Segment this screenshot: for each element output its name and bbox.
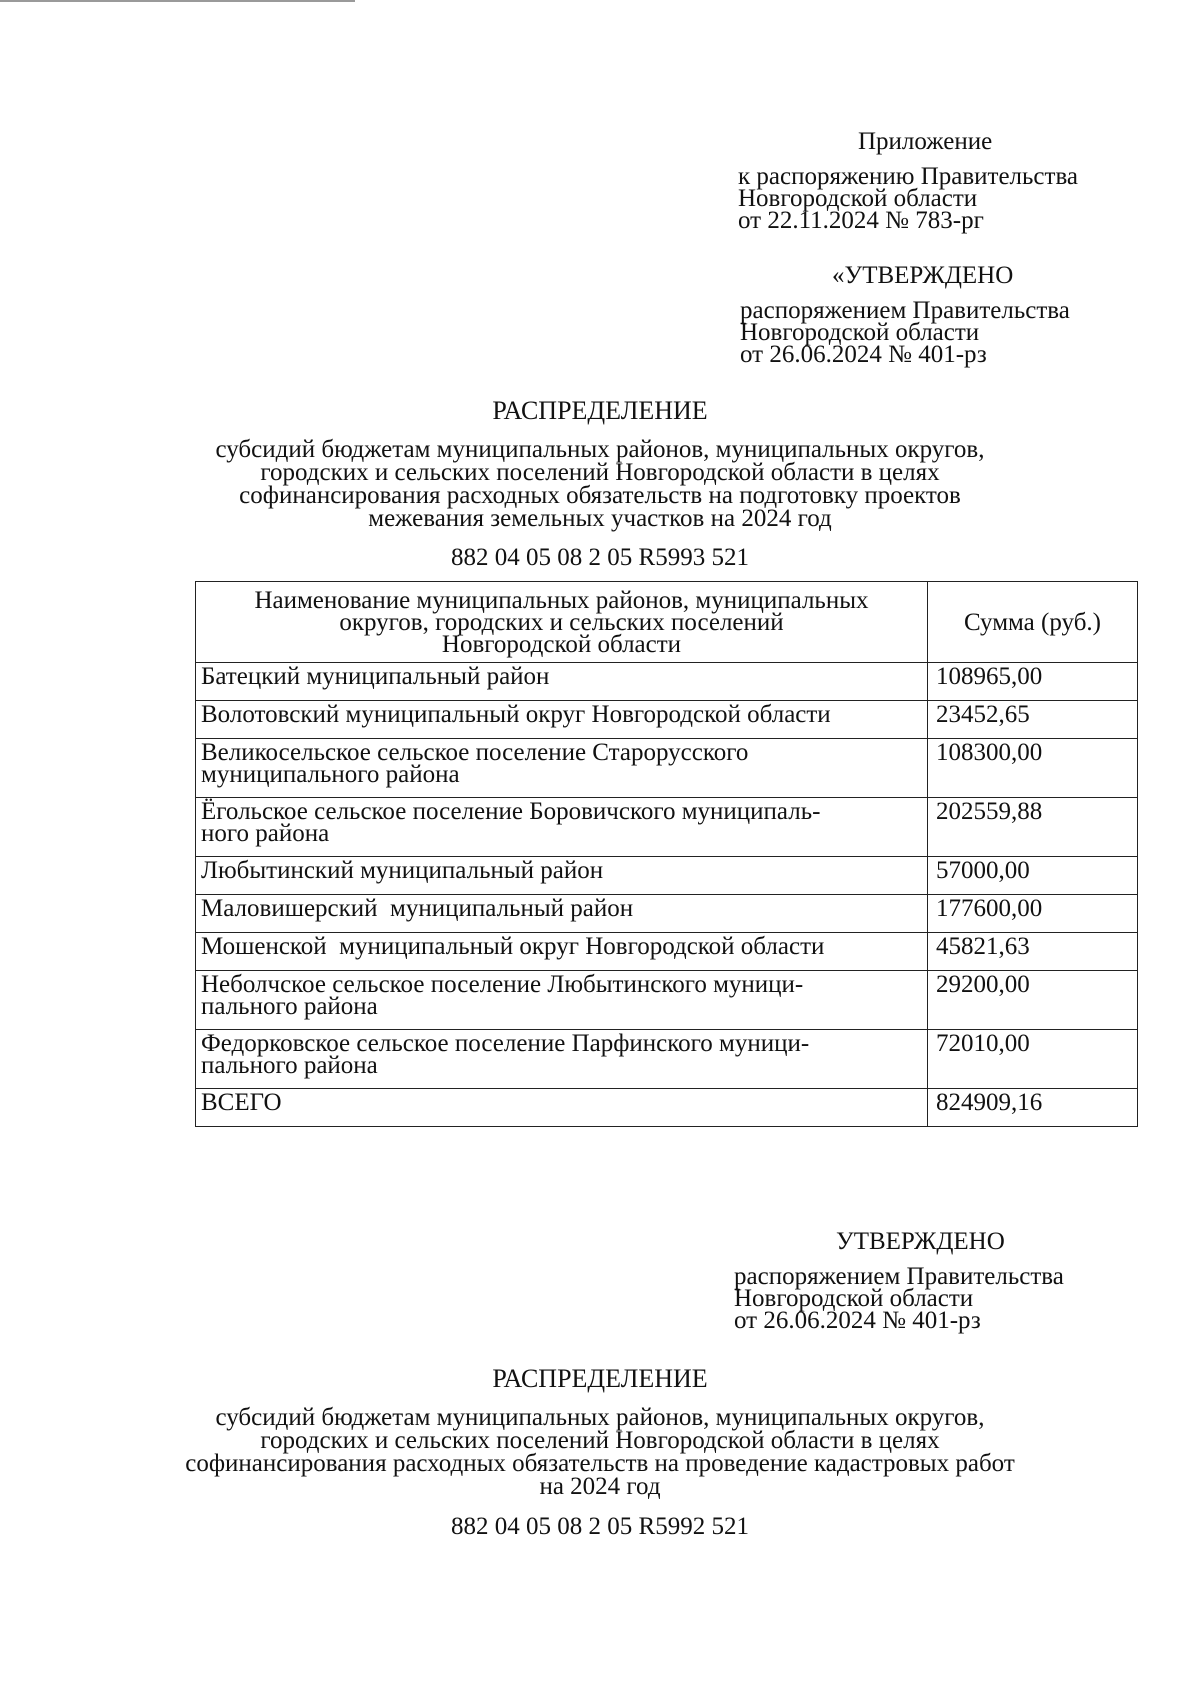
subtitle-line: на 2024 год xyxy=(539,1473,661,1500)
approval-block-1 xyxy=(740,262,1070,366)
table-row xyxy=(196,663,1138,701)
row-name-line: ВСЕГО xyxy=(201,1089,282,1116)
approval-heading: «УТВЕРЖДЕНО xyxy=(832,262,1014,289)
header-name-cell xyxy=(196,582,928,663)
subtitle-line: субсидий бюджетам муниципальных районов, муниципальных округов, xyxy=(215,436,985,463)
subtitle-line: межевания земельных участков на 2024 год xyxy=(368,505,832,532)
row-name-cell xyxy=(196,857,928,895)
row-name-cell xyxy=(196,739,928,798)
row-sum-cell: 57000,00 xyxy=(927,857,1137,895)
header-name-line: округов, городских и сельских поселений xyxy=(339,609,784,636)
row-name-line: Мошенской муниципальный округ Новгородской области xyxy=(201,933,825,960)
row-name-cell xyxy=(196,895,928,933)
approval-block-2 xyxy=(734,1228,1064,1332)
section1-subtitle xyxy=(0,438,1200,530)
row-name-cell xyxy=(196,798,928,857)
approval-heading: УТВЕРЖДЕНО xyxy=(836,1228,1005,1255)
table-header-row xyxy=(196,582,1138,663)
approval-line: Новгородской области xyxy=(734,1285,974,1312)
header-sum-cell: Сумма (руб.) xyxy=(927,582,1137,663)
section2-budget-code: 882 04 05 08 2 05 R5992 521 xyxy=(451,1513,749,1540)
row-sum-cell: 824909,16 xyxy=(927,1089,1137,1127)
section1-title: РАСПРЕДЕЛЕНИЕ xyxy=(492,396,708,425)
row-name-cell xyxy=(196,701,928,739)
approval-line: распоряжением Правительства xyxy=(740,297,1070,324)
table-row xyxy=(196,798,1138,857)
scan-edge-mark xyxy=(0,0,355,2)
row-name-line: Федорковское сельское поселение Парфинского муници- xyxy=(201,1030,810,1057)
row-sum-cell: 29200,00 xyxy=(927,971,1137,1030)
row-sum-cell: 23452,65 xyxy=(927,701,1137,739)
table-row xyxy=(196,895,1138,933)
row-name-line: Волотовский муниципальный округ Новгородской области xyxy=(201,701,831,728)
row-name-line: муниципального района xyxy=(201,761,460,788)
approval-line: от 26.06.2024 № 401-рз xyxy=(734,1307,981,1334)
row-sum-cell: 108965,00 xyxy=(927,663,1137,701)
appendix-line: от 22.11.2024 № 783-рг xyxy=(738,207,984,234)
row-sum-cell: 72010,00 xyxy=(927,1030,1137,1089)
row-name-cell xyxy=(196,933,928,971)
row-name-line: ного района xyxy=(201,820,330,847)
row-name-line: Неболчское сельское поселение Любытинского муници- xyxy=(201,971,804,998)
subtitle-line: софинансирования расходных обязательств на проведение кадастровых работ xyxy=(185,1450,1015,1477)
section2-title: РАСПРЕДЕЛЕНИЕ xyxy=(492,1364,708,1393)
row-name-line: Любытинский муниципальный район xyxy=(201,857,604,884)
header-name-line: Новгородской области xyxy=(441,631,682,658)
row-sum-cell: 45821,63 xyxy=(927,933,1137,971)
row-name-cell xyxy=(196,663,928,701)
row-name-line: пального района xyxy=(201,993,378,1020)
section2-subtitle xyxy=(0,1406,1200,1498)
appendix-line: к распоряжению Правительства xyxy=(738,163,1079,190)
row-name-cell xyxy=(196,1030,928,1089)
row-name-cell xyxy=(196,971,928,1030)
section1-budget-code: 882 04 05 08 2 05 R5993 521 xyxy=(451,544,749,571)
appendix-heading: Приложение xyxy=(858,128,993,155)
table-row xyxy=(196,971,1138,1030)
row-name-line: Батецкий муниципальный район xyxy=(201,663,550,690)
row-name-cell xyxy=(196,1089,928,1127)
row-name-line: пального района xyxy=(201,1052,378,1079)
table-row xyxy=(196,701,1138,739)
table-row xyxy=(196,1030,1138,1089)
row-name-line: Маловишерский муниципальный район xyxy=(201,895,634,922)
subtitle-line: городских и сельских поселений Новгородской области в целях xyxy=(260,459,940,486)
appendix-line: Новгородской области xyxy=(738,185,978,212)
subtitle-line: субсидий бюджетам муниципальных районов, муниципальных округов, xyxy=(215,1404,985,1431)
row-name-line: Великосельское сельское поселение Старорусского xyxy=(201,739,749,766)
table-row xyxy=(196,857,1138,895)
distribution-table xyxy=(195,581,1138,1127)
row-sum-cell: 108300,00 xyxy=(927,739,1137,798)
subtitle-line: софинансирования расходных обязательств на подготовку проектов xyxy=(239,482,961,509)
table-total-row xyxy=(196,1089,1138,1127)
row-sum-cell: 202559,88 xyxy=(927,798,1137,857)
table-row xyxy=(196,739,1138,798)
appendix-block xyxy=(738,128,1078,232)
row-sum-cell: 177600,00 xyxy=(927,895,1137,933)
header-name-line: Наименование муниципальных районов, муниципальных xyxy=(254,587,869,614)
subtitle-line: городских и сельских поселений Новгородской области в целях xyxy=(260,1427,940,1454)
approval-line: распоряжением Правительства xyxy=(734,1263,1064,1290)
row-name-line: Ёгольское сельское поселение Боровичского муниципаль- xyxy=(201,798,821,825)
table-row xyxy=(196,933,1138,971)
approval-line: Новгородской области xyxy=(740,319,980,346)
approval-line: от 26.06.2024 № 401-рз xyxy=(740,341,987,368)
